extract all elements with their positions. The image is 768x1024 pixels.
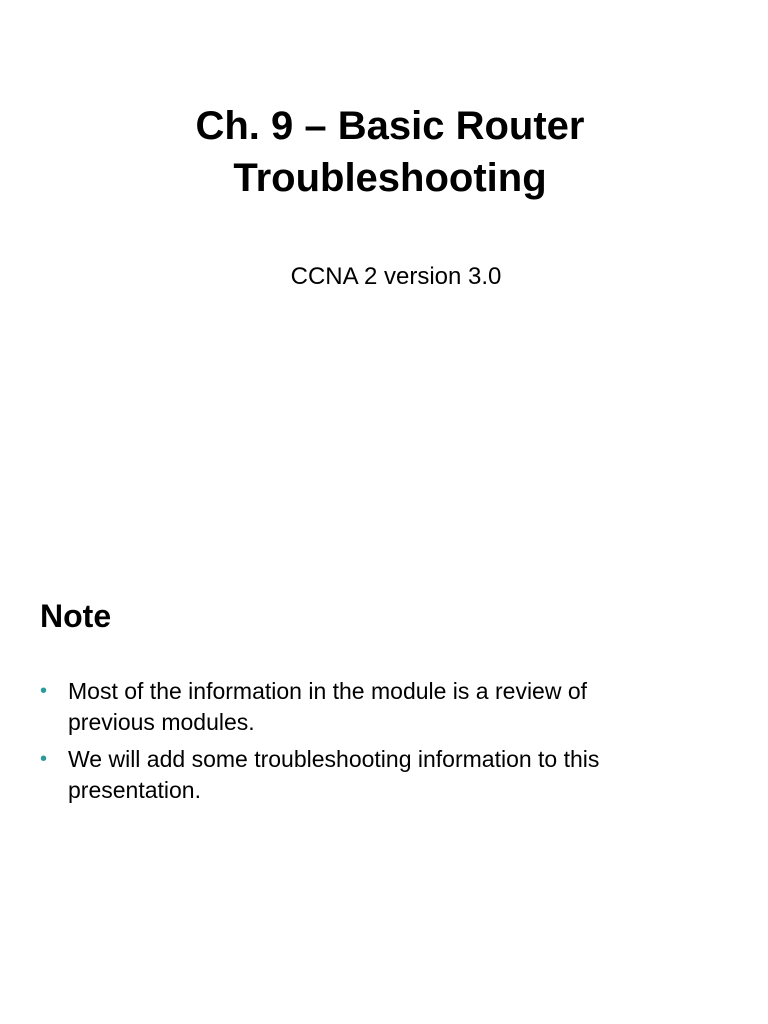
bullet-text-2-line-1: We will add some troubleshooting information to this: [68, 746, 600, 772]
bullet-icon: •: [40, 680, 48, 702]
bullet-text-2-line-2: presentation.: [68, 777, 201, 803]
slide-subtitle: CCNA 2 version 3.0: [290, 263, 502, 290]
bullet-text-1-line-1: Most of the information in the module is a review of: [68, 678, 588, 704]
bullet-icon: •: [40, 748, 48, 770]
slide-title-line-1: Ch. 9 – Basic Router: [195, 104, 585, 148]
note-slide: [0, 512, 768, 1024]
slide-title-line-2: Troubleshooting: [233, 156, 547, 200]
bullet-list: [40, 676, 720, 812]
bullet-text-1-line-2: previous modules.: [68, 709, 255, 735]
bullet-item-2: [40, 744, 720, 806]
note-heading: Note: [40, 598, 112, 634]
bullet-item-1: [40, 676, 720, 738]
slide-title: [40, 100, 740, 204]
